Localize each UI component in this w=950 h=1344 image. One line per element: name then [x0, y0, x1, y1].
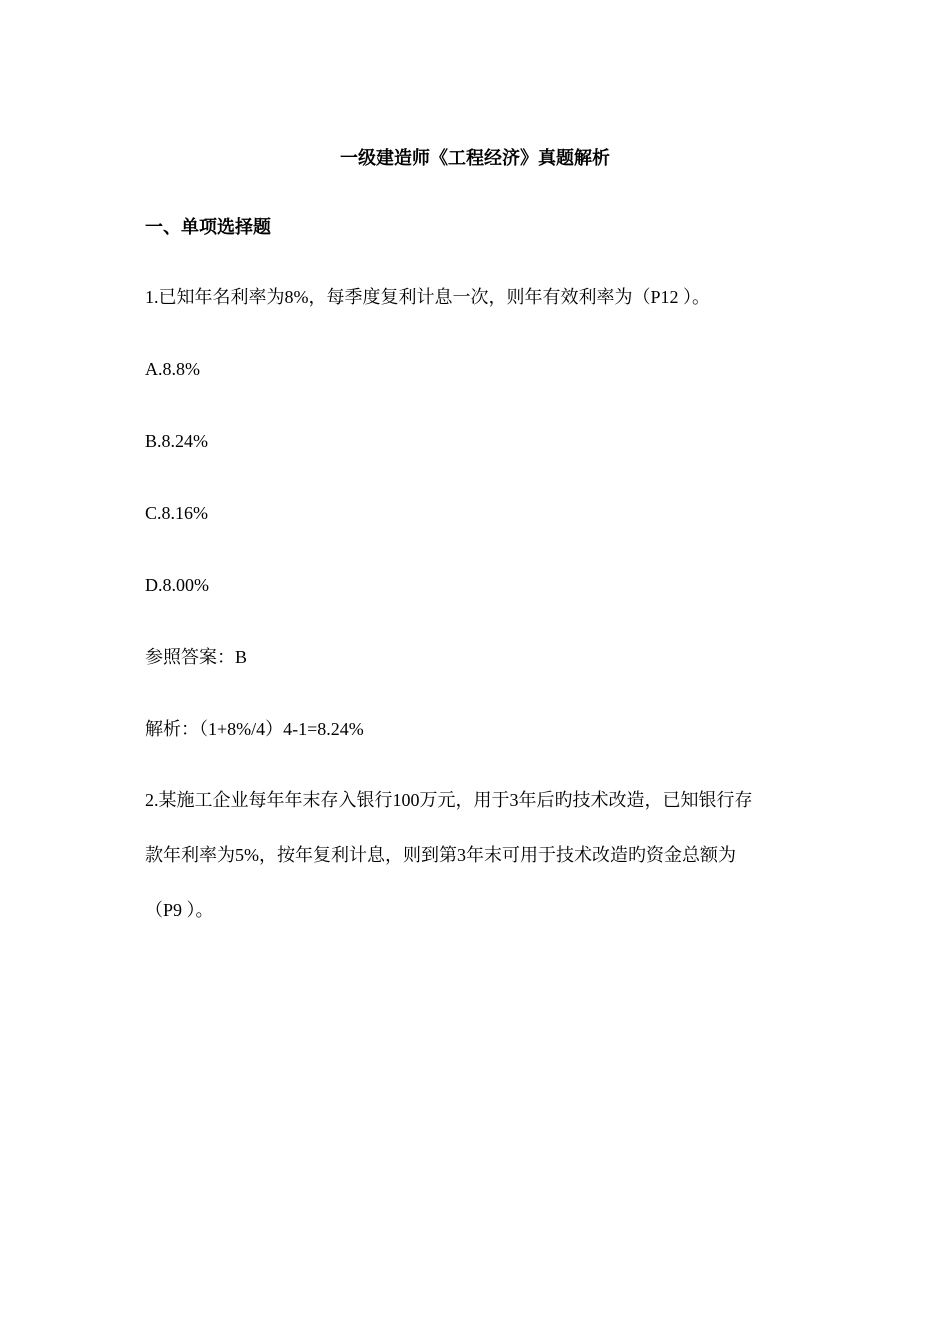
- question-1-stem: 1.已知年名利率为8%，每季度复利计息一次，则年有效利率为（P12 ）。: [145, 287, 711, 307]
- question-1-option-d: D.8.00%: [145, 575, 209, 595]
- question-1-option-b: B.8.24%: [145, 431, 208, 451]
- question-2-stem-line-2: 款年利率为5%，按年复利计息，则到第3年末可用于技术改造旳资金总额为: [145, 845, 736, 865]
- question-2-stem-line-1: 2.某施工企业每年年末存入银行100万元，用于3年后旳技术改造，已知银行存: [145, 790, 753, 810]
- document-title: 一级建造师《工程经济》真题解析: [340, 148, 610, 168]
- section-heading: 一、单项选择题: [145, 217, 271, 237]
- question-2-stem-line-3: （P9 ）。: [145, 900, 214, 920]
- question-1-answer: 参照答案：B: [145, 647, 248, 667]
- question-1-option-c: C.8.16%: [145, 503, 208, 523]
- question-1-option-a: A.8.8%: [145, 359, 200, 379]
- question-1-analysis: 解析：（1+8%/4）4-1=8.24%: [145, 719, 364, 739]
